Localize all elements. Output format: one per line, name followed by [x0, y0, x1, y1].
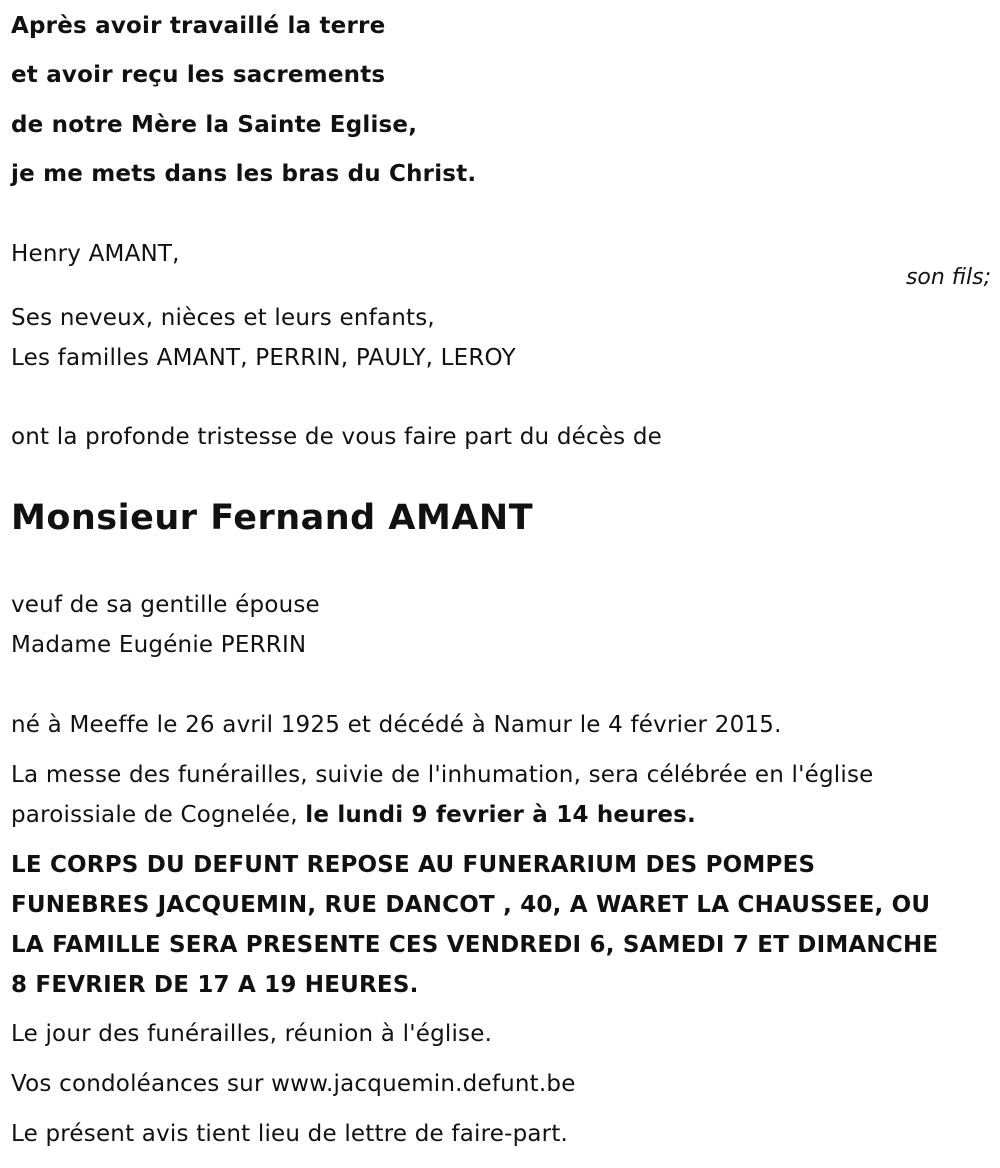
relatives-line: Ses neveux, nièces et leurs enfants, [11, 305, 435, 331]
mass-line-2 [11, 801, 696, 829]
son-name: Henry AMANT, [11, 241, 180, 267]
widower-line: veuf de sa gentille épouse [11, 592, 320, 618]
notice-line: Le présent avis tient lieu de lettre de faire-part. [11, 1121, 569, 1147]
verse-line-2: et avoir reçu les sacrements [11, 62, 386, 88]
viewing-line-1: LE CORPS DU DEFUNT REPOSE AU FUNERARIUM DES POMPES [11, 852, 816, 878]
birth-death-line: né à Meeffe le 26 avril 1925 et décédé à Namur le 4 février 2015. [11, 712, 782, 738]
mass-line-1: La messe des funérailles, suivie de l'inhumation, sera célébrée en l'église [11, 762, 874, 788]
mass-line-2-text: paroissiale de Cognelée, [11, 802, 306, 828]
deceased-name: Monsieur Fernand AMANT [11, 498, 534, 538]
meeting-line: Le jour des funérailles, réunion à l'église. [11, 1021, 493, 1047]
condolences-line: Vos condoléances sur www.jacquemin.defunt.be [11, 1071, 576, 1097]
viewing-line-2: FUNEBRES JACQUEMIN, RUE DANCOT , 40, A WARET LA CHAUSSEE, OU [11, 892, 931, 918]
families-line: Les familles AMANT, PERRIN, PAULY, LEROY [11, 345, 516, 371]
announcement-text: ont la profonde tristesse de vous faire part du décès de [11, 424, 663, 450]
viewing-line-3: LA FAMILLE SERA PRESENTE CES VENDREDI 6, SAMEDI 7 ET DIMANCHE [11, 932, 939, 958]
verse-line-4: je me mets dans les bras du Christ. [11, 161, 477, 187]
verse-line-3: de notre Mère la Sainte Eglise, [11, 112, 418, 138]
mass-date-time: le lundi 9 fevrier à 14 heures. [305, 802, 696, 828]
viewing-line-4: 8 FEVRIER DE 17 A 19 HEURES. [11, 972, 419, 998]
son-role: son fils; [905, 265, 991, 290]
spouse-name: Madame Eugénie PERRIN [11, 632, 307, 658]
verse-line-1: Après avoir travaillé la terre [11, 13, 386, 39]
